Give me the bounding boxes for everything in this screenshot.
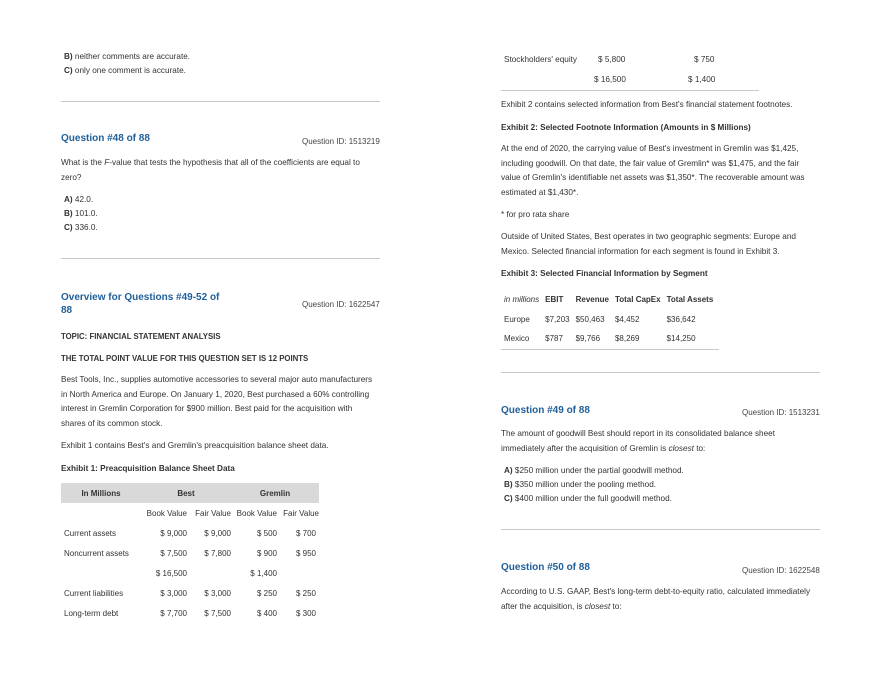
- equity-row-label: Stockholders' equity: [504, 55, 578, 64]
- question-48-title: Question #48 of 88: [61, 133, 150, 144]
- table-header-row: [61, 483, 319, 503]
- header-in-millions: In Millions: [61, 483, 141, 503]
- exhibit-2-intro: Exhibit 2 contains selected information from Best's financial statement footnotes.: [501, 100, 793, 109]
- overview-paragraph-1: Best Tools, Inc., supplies automotive accessories to several major auto manufacturers in North America and Europe. On January 1, 2020, Best purchased a 60% controlling interest in Gremlin Corporation for $900 million. Best paid for the acquisition with shares of its common stock.: [61, 375, 373, 428]
- question-50-text: According to U.S. GAAP, Best's long-term debt-to-equity ratio, calculated immediately after the acquisition, is closest to:: [501, 587, 811, 611]
- overview-title: Overview for Questions #49-52 of 88: [61, 292, 220, 316]
- table-row: Long-term debt $ 7,700 $ 7,500 $ 400 $ 300: [64, 608, 316, 618]
- segments-paragraph: Outside of United States, Best operates in two geographic segments: Europe and Mexico. Selected financial information for each segment is found in Exhibit 3.: [501, 232, 796, 256]
- totals-row-best: $ 16,500: [594, 75, 626, 84]
- prev-option-b[interactable]: B) neither comments are accurate.: [64, 52, 191, 61]
- question-48-option-b[interactable]: B) 101.0.: [64, 209, 98, 218]
- exhibit-3-title: Exhibit 3: Selected Financial Information by Segment: [501, 269, 708, 278]
- header-gremlin: Gremlin: [231, 483, 319, 503]
- exhibit-1-table: [61, 483, 319, 623]
- question-49-title: Question #49 of 88: [501, 405, 590, 416]
- overview-paragraph-2: Exhibit 1 contains Best's and Gremlin's preacquisition balance sheet data.: [61, 441, 329, 450]
- table-row: $ 16,500 $ 1,400: [155, 568, 277, 578]
- question-49-text: The amount of goodwill Best should report in its consolidated balance sheet immediately after the acquisition of Gremlin is closest to:: [501, 429, 775, 453]
- question-49-option-c[interactable]: C) $400 million under the full goodwill method.: [504, 494, 672, 503]
- question-48-option-a[interactable]: A) 42.0.: [64, 195, 94, 204]
- question-50-id: Question ID: 1622548: [742, 566, 820, 575]
- exhibit-2-text: At the end of 2020, the carrying value of Best's investment in Gremlin was $1,425, including goodwill. On that date, the fair value of Gremlin* was $1,475, and the fair value of Gremlin's identifiable net assets was $1,350*. The recoverable amount was estimated at $1,430*.: [501, 144, 805, 197]
- totals-row-gremlin: $ 1,400: [688, 75, 716, 84]
- table-header-row: in millions EBIT Revenue Total CapEx Total Assets: [504, 294, 714, 304]
- exhibit-2-title: Exhibit 2: Selected Footnote Information (Amounts in $ Millions): [501, 123, 751, 132]
- divider: [61, 101, 380, 102]
- exhibit-1-title: Exhibit 1: Preacquisition Balance Sheet Data: [61, 464, 235, 473]
- equity-row-best: $ 5,800: [598, 55, 626, 64]
- divider: [501, 529, 820, 530]
- table-row: Noncurrent assets $ 7,500 $ 7,800 $ 900 $ 950: [64, 548, 316, 558]
- table-bottom-border: [501, 90, 759, 91]
- footnote: * for pro rata share: [501, 210, 570, 219]
- table-row: Current liabilities $ 3,000 $ 3,000 $ 250 $ 250: [64, 588, 316, 598]
- overview-question-id: Question ID: 1622547: [302, 300, 380, 309]
- question-48-option-c[interactable]: C) 336.0.: [64, 223, 98, 232]
- header-best: Best: [141, 483, 231, 503]
- table-subheader-row: Book Value Fair Value Book Value Fair Value: [146, 508, 319, 518]
- divider: [61, 258, 380, 259]
- question-48-id: Question ID: 1513219: [302, 137, 380, 146]
- question-48-text: What is the F-value that tests the hypothesis that all of the coefficients are equal to zero?: [61, 158, 360, 182]
- question-49-option-a[interactable]: A) $250 million under the partial goodwill method.: [504, 466, 684, 475]
- topic-heading: TOPIC: FINANCIAL STATEMENT ANALYSIS: [61, 332, 221, 341]
- divider: [501, 372, 820, 373]
- prev-option-c[interactable]: C) only one comment is accurate.: [64, 66, 186, 75]
- exhibit-3-table: [501, 289, 719, 350]
- question-50-title: Question #50 of 88: [501, 562, 590, 573]
- question-49-option-b[interactable]: B) $350 million under the pooling method.: [504, 480, 657, 489]
- table-row: Current assets $ 9,000 $ 9,000 $ 500 $ 700: [64, 528, 316, 538]
- table-row: Mexico $787 $9,766 $8,269 $14,250: [501, 329, 719, 349]
- equity-row-gremlin: $ 750: [694, 55, 715, 64]
- points-heading: THE TOTAL POINT VALUE FOR THIS QUESTION SET IS 12 POINTS: [61, 354, 309, 363]
- question-49-id: Question ID: 1513231: [742, 408, 820, 417]
- table-row: Europe $7,203 $50,463 $4,452 $36,642: [504, 314, 696, 324]
